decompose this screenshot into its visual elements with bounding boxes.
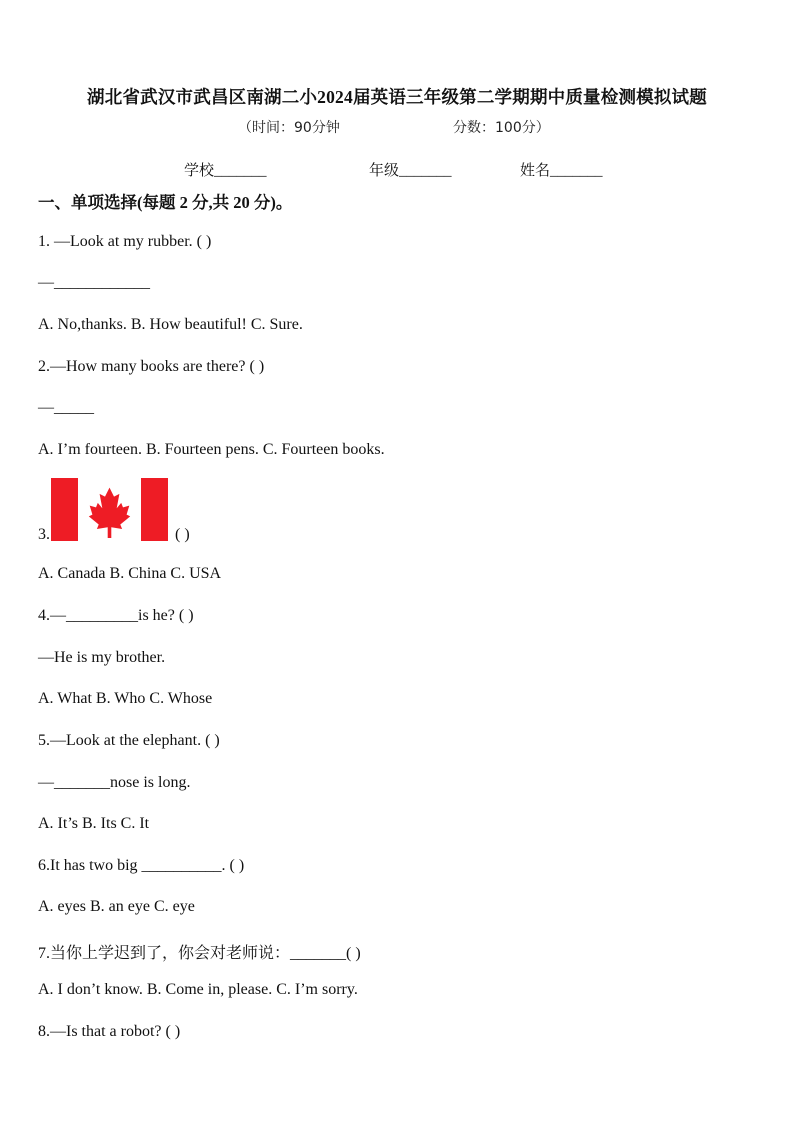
- question-1-options: A. No,thanks. B. How beautiful! C. Sure.: [38, 316, 303, 333]
- canada-flag-image: [51, 478, 168, 541]
- question-1-stem: 1. —Look at my rubber. ( ): [38, 233, 212, 250]
- question-7-stem: 7.当你上学迟到了，你会对老师说：_______( ): [38, 945, 361, 962]
- exam-title: 湖北省武汉市武昌区南湖二小2024届英语三年级第二学期期中质量检测模拟试题: [87, 87, 707, 107]
- question-4-options: A. What B. Who C. Whose: [38, 690, 213, 707]
- question-5-options: A. It’s B. Its C. It: [38, 815, 150, 832]
- question-1-answer-line: —____________: [38, 274, 150, 291]
- question-3-bracket: ( ): [175, 526, 190, 543]
- question-2-answer-line: —_____: [38, 399, 94, 416]
- grade-field: 年级_______: [369, 163, 452, 179]
- school-field: 学校_______: [184, 163, 267, 179]
- question-3-options: A. Canada B. China C. USA: [38, 565, 222, 582]
- name-field: 姓名_______: [520, 163, 603, 179]
- question-4-answer-line: —He is my brother.: [38, 649, 166, 666]
- question-6-stem: 6.It has two big __________. ( ): [38, 857, 245, 874]
- exam-time: （时间：90分钟: [238, 120, 340, 136]
- question-7-options: A. I don’t know. B. Come in, please. C. I’m sorry.: [38, 981, 358, 998]
- question-5-stem: 5.—Look at the elephant. ( ): [38, 732, 220, 749]
- section-title: 一、单项选择(每题 2 分,共 20 分)。: [38, 193, 293, 212]
- question-2-stem: 2.—How many books are there? ( ): [38, 358, 265, 375]
- question-5-answer-line: —_______nose is long.: [38, 774, 191, 791]
- question-8-stem: 8.—Is that a robot? ( ): [38, 1023, 181, 1040]
- question-6-options: A. eyes B. an eye C. eye: [38, 898, 195, 915]
- question-4-stem: 4.—_________is he? ( ): [38, 607, 194, 624]
- question-2-options: A. I’m fourteen. B. Fourteen pens. C. Fourteen books.: [38, 441, 385, 458]
- exam-score: 分数：100分）: [453, 120, 550, 136]
- question-3-number: 3.: [38, 526, 50, 543]
